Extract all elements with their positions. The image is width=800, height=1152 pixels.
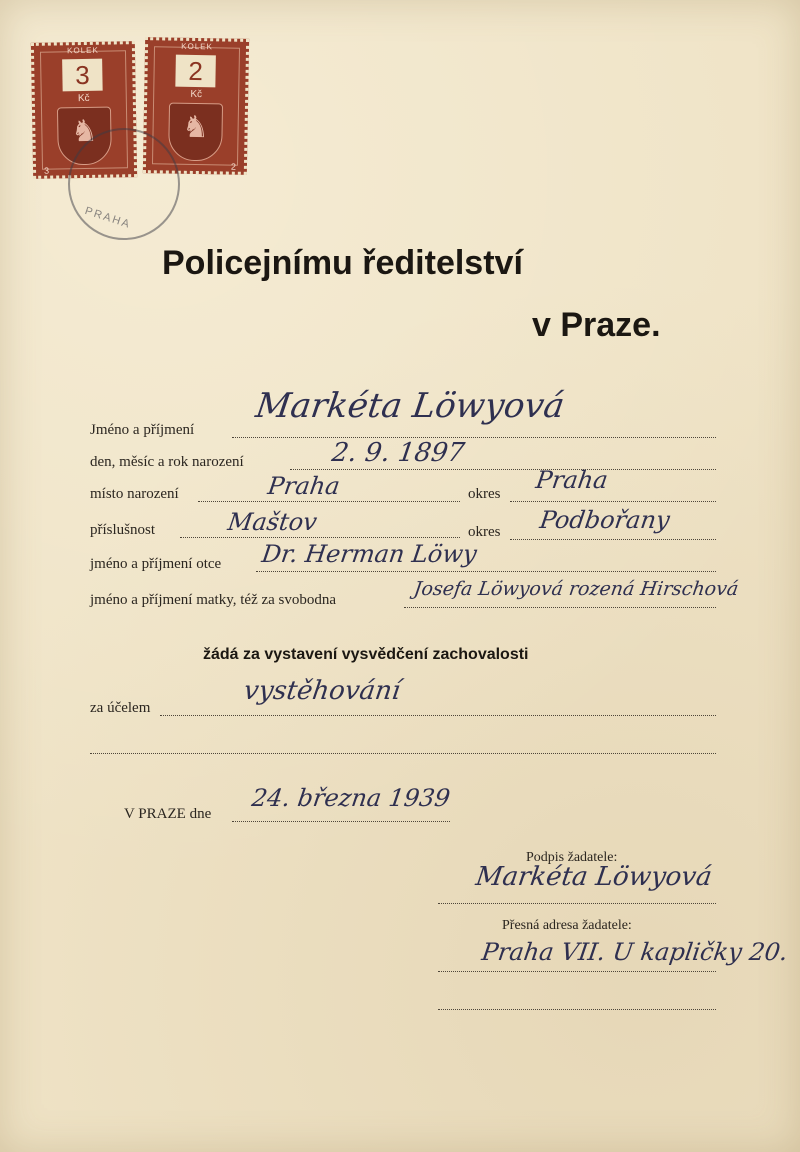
postmark-text: PRAHA [83,204,133,232]
address-value: Praha VII. U kapličky 20. [480,938,790,966]
birthplace-line [198,500,460,502]
mother-label: jméno a příjmení matky, též za svobodna [90,592,337,608]
postmark-stamp [68,128,180,240]
mother-value: Josefa Löwyová rozená Hirschová [412,578,740,600]
purpose-label: za účelem [90,700,151,716]
domicile-district-line [510,538,716,540]
address-label: Přesná adresa žadatele: [502,918,632,933]
domicile-label: příslušnost [90,522,156,538]
place-date-line [232,820,450,822]
heading-line-1: Policejnímu ředitelství [162,244,523,282]
birthplace-district-label: okres [468,486,501,502]
birthplace-label: místo narození [90,486,179,502]
stamp-label: KOLEK [67,45,99,56]
name-value: Markéta Löwyová [253,386,567,426]
address-line [438,970,716,972]
birthplace-value: Praha [266,472,342,500]
father-label: jméno a příjmení otce [90,556,222,572]
name-line [232,436,716,438]
domicile-line [180,536,460,538]
signature-label: Podpis žadatele: [526,850,618,865]
domicile-district-label: okres [468,524,501,540]
address-line-2 [438,1008,716,1010]
stamp-value: 3 [62,59,103,92]
father-line [256,570,716,572]
dob-label: den, měsíc a rok narození [90,454,244,470]
place-date-value: 24. března 1939 [250,784,452,812]
dob-line [290,468,716,470]
signature-line [438,902,716,904]
dob-value: 2. 9. 1897 [329,438,467,468]
birthplace-district-value: Praha [534,466,610,494]
domicile-value: Maštov [226,508,319,536]
stamp-corner-value: 2 [230,161,237,172]
stamp-value: 2 [175,55,216,88]
place-date-label: V PRAZE dne [124,806,212,822]
stamp-corner-value: 3 [43,165,50,176]
stamp-currency: Kč [77,92,90,105]
purpose-line [160,714,716,716]
birthplace-district-line [510,500,716,502]
purpose-value: vystěhování [241,676,403,706]
signature-value: Markéta Löwyová [473,862,714,892]
domicile-district-value: Podbořany [538,506,672,534]
purpose-line-2 [90,752,716,754]
stamp-label: KOLEK [181,41,213,52]
name-label: Jméno a příjmení [90,422,195,438]
stamp-currency: Kč [190,88,203,101]
mother-line [404,606,716,608]
request-text: žádá za vystavení vysvědčení zachovalosti [203,646,529,663]
heading-line-2: v Praze. [532,306,661,344]
father-value: Dr. Herman Löwy [260,540,479,568]
lion-shield-icon [168,103,223,162]
